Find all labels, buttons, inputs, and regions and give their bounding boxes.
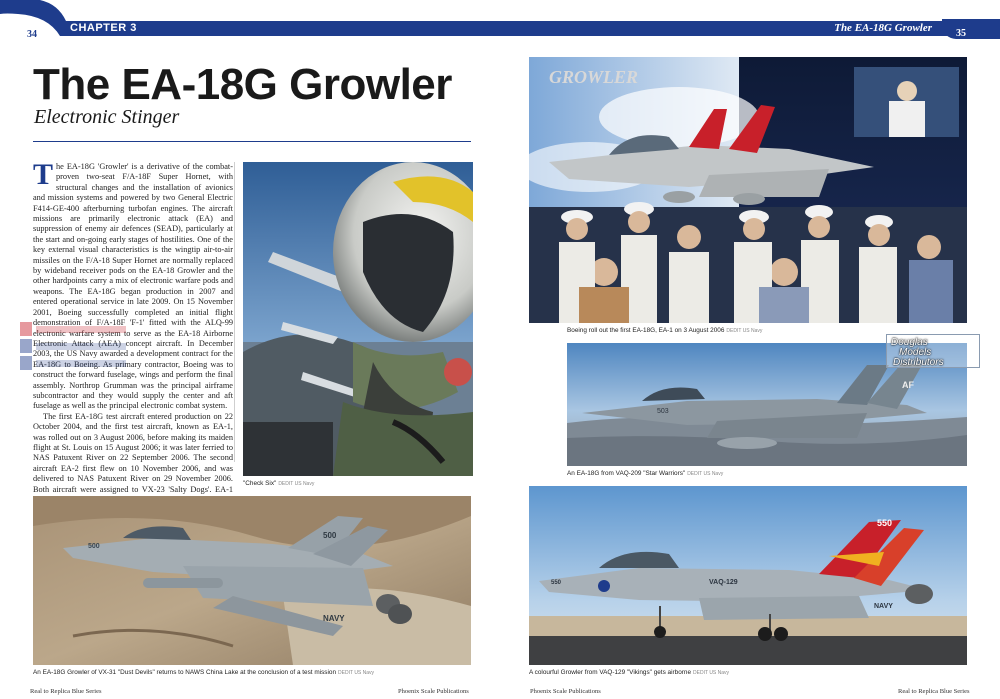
chapter-label: CHAPTER 3 — [70, 22, 137, 34]
title-divider — [33, 141, 471, 142]
caption-vaq129 — [529, 669, 729, 676]
vx31-image — [33, 496, 471, 665]
photo-check-six — [243, 162, 473, 476]
caption-rollout — [567, 327, 762, 334]
vx31-tail-number: 500 — [323, 531, 337, 540]
footer-publisher-right: Phoenix Scale Publications — [530, 688, 601, 695]
caption-vaq129-credit: DEDIT US Navy — [693, 670, 730, 676]
footer-publisher-left: Phoenix Scale Publications — [398, 688, 469, 695]
photo-vaq129 — [529, 486, 967, 665]
watermark-line1: Douglas — [891, 337, 928, 348]
footer-series-left: Real to Replica Blue Series — [30, 688, 102, 695]
rollout-image — [529, 57, 967, 323]
caption-check-six-text: "Check Six" — [243, 480, 277, 487]
vaq129-nose-number: 550 — [551, 580, 562, 586]
photo-rollout — [529, 57, 967, 323]
caption-vaq209 — [567, 470, 723, 477]
running-title: The EA-18G Growler — [834, 22, 932, 34]
page-subtitle: Electronic Stinger — [34, 106, 180, 128]
header-right-cap — [942, 19, 1000, 39]
caption-rollout-text: Boeing roll out the first EA-18G, EA-1 on 3 August 2006 — [567, 327, 725, 334]
vx31-nose-number: 500 — [88, 543, 100, 550]
watermark-badge — [886, 334, 980, 368]
footer-series-right: Real to Replica Blue Series — [898, 688, 970, 695]
vaq129-navy-text: NAVY — [874, 603, 893, 610]
caption-vx31 — [33, 669, 374, 676]
photo-vx31 — [33, 496, 471, 665]
watermark-line3: Distributors — [893, 357, 944, 368]
caption-vx31-text: An EA-18G Growler of VX-31 "Dust Devils" returns to NAWS China Lake at the conclusion of a test mission — [33, 669, 337, 676]
caption-rollout-credit: DEDIT US Navy — [726, 328, 763, 334]
vaq129-tail-number: 550 — [877, 518, 893, 528]
caption-check-six-credit: DEDIT US Navy — [278, 481, 315, 487]
watermark-line2: Models — [899, 347, 932, 358]
page-number-left: 34 — [27, 29, 37, 40]
caption-vaq209-text: An EA-18G from VAQ-209 "Star Warriors" — [567, 470, 686, 477]
cockpit-image — [243, 162, 473, 476]
vaq129-image — [529, 486, 967, 665]
caption-check-six — [243, 480, 314, 487]
page-title: The EA-18G Growler — [33, 60, 452, 109]
caption-vaq129-text: A colourful Growler from VAQ-129 "Vikings" gets airborne — [529, 669, 692, 676]
watermark-logo — [20, 320, 130, 375]
vaq209-nose-number: 503 — [657, 408, 669, 415]
page-header — [0, 0, 1000, 42]
caption-vx31-credit: DEDIT US Navy — [338, 670, 375, 676]
drop-cap: T — [33, 158, 54, 191]
paragraph-2: The first EA-18G test aircraft entered production on 22 October 2004, and the first test aircraft, known as EA-1, was rolled out on 3 August 2006, before making its maiden flight at St. Louis on 15 August 2006; it was later ferried to NAS Patuxent River on 22 September 2006. The second aircraft EA-2 first flew on 10 November 2006, and was delivered to NAS Patuxent River on 29 November 2006. Both aircraft were assigned to VX-23 'Salty Dogs'. EA-1 — [33, 411, 233, 494]
vx31-navy-text: NAVY — [323, 614, 345, 623]
growler-banner-text: GROWLER — [549, 67, 639, 87]
column-divider — [234, 162, 235, 462]
vaq209-tail-code: AF — [902, 380, 914, 390]
vaq129-unit-text: VAQ-129 — [709, 579, 738, 586]
paragraph-1-text: he EA-18G 'Growler' is a derivative of the combat-proven two-seat F/A-18F Super Hornet, with structural changes and the installation of avionics and mission systems and powered by two General Electric F414-GE-400 afterburning turbofan engines. The aircraft missions are primarily electronic attack (EA) and suppression of enemy air defences (SEAD), particularly at the start and on-going early stages of hostilities. One of the key external visual characteristics is the wingtip air-to-air missiles on the F/A-18 Super Hornet are normally replaced by wideband receiver pods on the EA-18 Growler and the other hardpoints carry a mix of electronic warfare pods and weapons. The EA-18G began production in 2007 and entered operational service in late 2009. On 15 November 2001, Boeing successfully completed an initial flight demonstration of F/A-18F 'F-1' fitted with the ALQ-99 electronic warfare system to serve as the EA-18 Airborne Electronic Attack (AEA) concept aircraft. In December 2003, the US Navy awarded a development contract for the EA-18G to Boeing. As primary contractor, Boeing was to construct the forward fuselage, wings and perform the final assembly. Northrop Grumman was the principal airframe subcontractor and they would supply the center and aft fuselage as well as the principal electronic combat system. — [33, 162, 233, 411]
page-number-right: 35 — [956, 28, 966, 39]
caption-vaq209-credit: DEDIT US Navy — [687, 471, 724, 477]
